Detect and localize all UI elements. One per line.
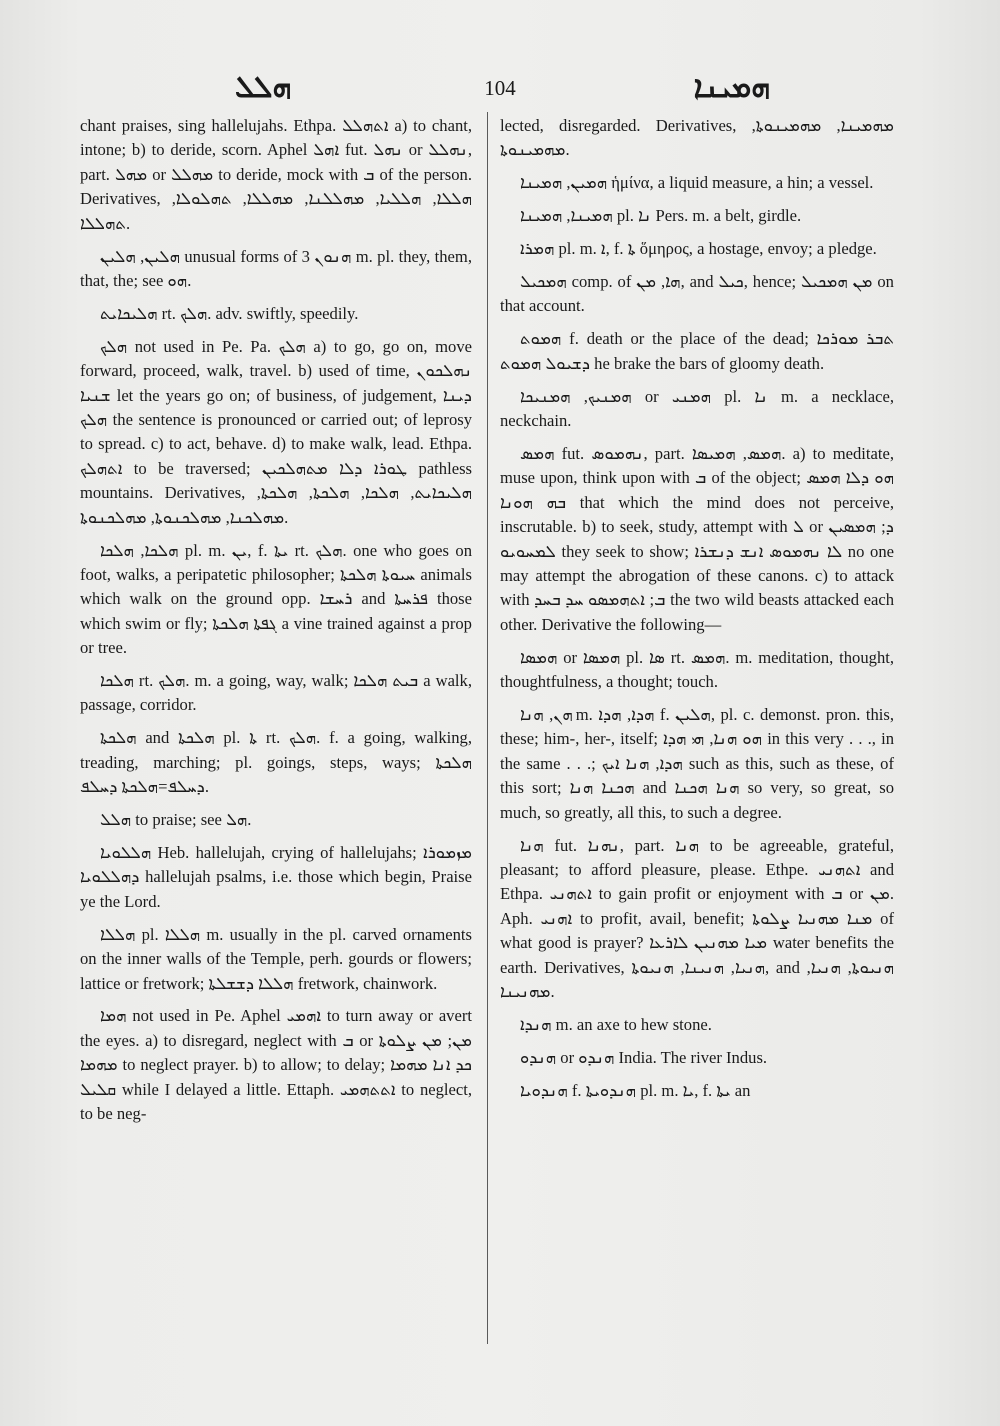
- entry: ܗܠܟܬܐ and ܗܠܟܬܐ pl. ܬܐ rt. ܗܠܟ. f. a going, walking, treading, marching; pl. goings, steps, ways; ܗܠܟܬܐ ܕܚܠܦ=ܗܠܟܬܐ ܕܚܠܦ.: [80, 728, 472, 797]
- entry: ܗܠܟ not used in Pe. Pa. ܗܠܟ a) to go, go on, move forward, proceed, walk, travel. b) used of time, ܢܗܠܟܘܢ ܫܢܝܐ let the years go on; of business, of judgement, ܕܝܢܐ ܗܠܟ the sentence is pronounced or carried out; of leprosy to spread. c) to act, behave. d) to make walk, lead. Ethpa. ܐܬܗܠܟ to be traversed; ܛܘܪܐ ܕܠܐ ܡܬܗܠܟܝܢ pathless mountains. Derivatives, ܗܠܝܟܐܝܬ, ܗܠܟܐ, ܗܠܟܬܐ, ܗܠܟܬܐ, ܡܗܠܟܢܐ, ܡܗܠܟܢܘܬܐ, ܡܗܠܟܢܘܬܐ.: [80, 336, 473, 527]
- page-number: 104: [484, 76, 516, 100]
- entry: ܗܠܠܘܝܐ Heb. hallelujah, crying of hallelujahs; ܡܙܡܘܪܐ ܕܗܠܠܘܝܐ hallelujah psalms, i.e. those which begin, Praise ye the Lord.: [80, 842, 472, 911]
- page-header: [80, 70, 920, 106]
- column-divider: [487, 112, 488, 1344]
- entry: ܗܠܠ to praise; see ܗܠ.: [100, 810, 252, 830]
- entry: lected, disregarded. Derivatives, ܡܗܡܝܢܐ, ܡܗܡܝܢܘܬܐ, ܡܗܡܝܢܘܬܐ.: [500, 116, 894, 160]
- entry: ܗܡܣ fut. ܢܗܡܘܣ, part. ܗܡܣ, ܗܡܝܣܐ. a) to meditate, muse upon, think upon with ܒ of the object; ܗܘ ܕܠܐ ܗܡܣ ܒܗ ܗܘܢܐ that which the mind does not perceive, inscrutable. b) to seek, study, attempt with ܠ or ܕ; ܗܡܣܝܢ ܠܡܚܘܝܘ they seek to show; ܠܐ ܢܗܡܘܣ ܐܢܫ ܕܢܫܪܐ no one may attempt the abrogation of these canons. c) to attack with ܒ; ܐܬܗܡܣܘ ܚܕ ܒܚܕ the two wild beasts attacked each other. Derivative the following—: [500, 443, 895, 634]
- entry: chant praises, sing hallelujahs. Ethpa. ܐܬܗܠܠ a) to chant, intone; b) to deride, scorn. Aphel ܐܗܠ fut. ܢܗܠ or ܢܗܠܠ, part. ܡܗܠ or ܡܗܠܠ to deride, mock with ܒ of the person. Derivatives, ܗܠܠܐ, ܗܠܠܝܐ, ܡܗܠܠܢܐ, ܡܗܠܠܐ, ܬܗܠܘܠܐ, ܬܗܠܠܐ.: [80, 116, 473, 233]
- right-column: [500, 114, 894, 1112]
- entry: ܗܡܟܝܠ comp. of ܗܐ, ܡܢ, and ܟܝܠ, hence; ܡܢ ܗܡܟܝܠ on that account.: [500, 272, 894, 316]
- entry: ܗܡܪܐ pl. m. ܐ, f. ܬܐ ὅμηρος, a hostage, envoy; a pledge.: [520, 239, 877, 259]
- entry: ܗܠܝܢ, ܗܠܝܢ unusual forms of ܗܢܘܢ 3 m. pl. they, them, that, the; see ܗܘ.: [80, 246, 472, 290]
- entry: ܗܡܢܝܟ, ܗܡܢܝܟܐ or ܗܡܢܝ pl. ܢܐ m. a necklace, neckchain.: [500, 386, 894, 431]
- entry: ܗܢܕܐ m. an axe to hew stone.: [520, 1014, 712, 1034]
- entry: ܗܢܐ fut. ܢܗܢܐ, part. ܗܢܐ to be agreeable, grateful, pleasant; to afford pleasure, please. Ethpe. ܐܬܗܢܝ and Ethpa. ܐܬܗܢܝ to gain profit or enjoyment with ܒ or ܡܢ. Aph. ܐܗܢܝ to profit, avail, benefit; ܡܢܐ ܡܗܢܝܐ ܨܠܘܬܐ of what good is prayer? ܡܝܐ ܡܗܢܝܢ ܠܐܪܥܐ water benefits the earth. Derivatives, ܗܢܝܐ, ܗܢܝܢܐ, ܗܢܝܘܬܐ, and ܗܢܝܘܬܐ, ܗܢܝܐ, ܡܗܢܝܢܐ.: [500, 835, 895, 1001]
- entry: ܗܢܕܘܝܐ f. ܗܢܕܘܝܬܐ pl. m. ܝܐ, f. ܝܬܐ an: [520, 1080, 751, 1100]
- left-running-headword: ܗܠܠ: [235, 70, 292, 105]
- entry: ܗܡܘܬ f. death or the place of the dead; ܬܒܪ ܡܘܪܟܐ ܕܫܝܘܠ ܗܡܘܬ he brake the bars of gloomy death.: [500, 329, 894, 373]
- entry: ܗܡܣܐ or ܗܡܣܐ pl. ܣܐ rt. ܗܡܣ. m. meditation, thought, thoughtfulness, a thought; touch.: [500, 647, 895, 692]
- entry: ܗܢ, ܗܢܐ m. ܗܕܐ, ܗܕܐ f. ܗܠܝܢ, pl. c. demonst. pron. this, these; him-, her-, itself; ܗܘ ܗܢܐ, ܗܝ ܗܕܐ in this very . . ., in the same . . .; ܗܕܐ, ܗܢܐ ܐܝܟ such as this, such as these, of this sort; ܗܟܢܐ ܗܢܐ and ܗܢܐ ܗܟܢܐ so very, so great, so much, so greatly, all this, to such a degree.: [500, 705, 895, 822]
- left-column: [80, 114, 472, 1135]
- entry: ܗܠܟܐ, ܗܠܟܐ pl. m. ܝܢ, f. ܝܬܐ rt. ܗܠܟ. one who goes on foot, walks, a peripatetic philosopher; ܚܝܘܬܐ ܗܠܟܬܐ animals which walk on the ground opp. ܪܚܫܐ and ܦܪܚܬܐ those which swim or fly; ܓܦܬܐ ܗܠܟܬܐ a vine trained against a prop or tree.: [80, 540, 472, 658]
- entry: ܗܠܟܐ rt. ܗܠܟ. m. a going, way, walk; ܒܝܬ ܗܠܟܐ a walk, passage, corridor.: [80, 671, 472, 715]
- entry: ܗܡܐ not used in Pe. Aphel ܐܗܡܝ to turn away or avert the eyes. a) to disregard, neglect with ܒ or ܡܢ; ܡܢ ܨܠܘܬܐ ܡܗܡܐ to neglect prayer. b) to allow; to delay; ܟܕ ܐܢܐ ܡܗܡܐ ܩܠܝܠ while I delayed a little. Ettaph. ܐܬܬܗܡܝ to neglect, to be neg-: [80, 1006, 473, 1124]
- entry: ܗܡܝܢ, ܗܡܝܢܐ ἡμίνα, a liquid measure, a hin; a vessel.: [520, 173, 874, 193]
- entry: ܗܠܝܟܐܝܬ rt. ܗܠܟ. adv. swiftly, speedily.: [100, 303, 359, 323]
- entry: ܗܢܕܘ or ܗܢܕܘ India. The river Indus.: [520, 1047, 768, 1067]
- right-running-headword: ܗܡܝܢܐ: [693, 70, 770, 105]
- entry: ܗܠܠܐ pl. ܗܠܠܐ m. usually in the pl. carved ornaments on the inner walls of the Temple, perh. gourds or flowers; lattice or fretwork; ܗܠܠܐ ܕܫܫܠܬܐ fretwork, chainwork.: [80, 924, 472, 993]
- entry: ܗܡܝܢܐ, ܗܡܝܢܐ pl. ܢܐ Pers. m. a belt, girdle.: [520, 206, 802, 226]
